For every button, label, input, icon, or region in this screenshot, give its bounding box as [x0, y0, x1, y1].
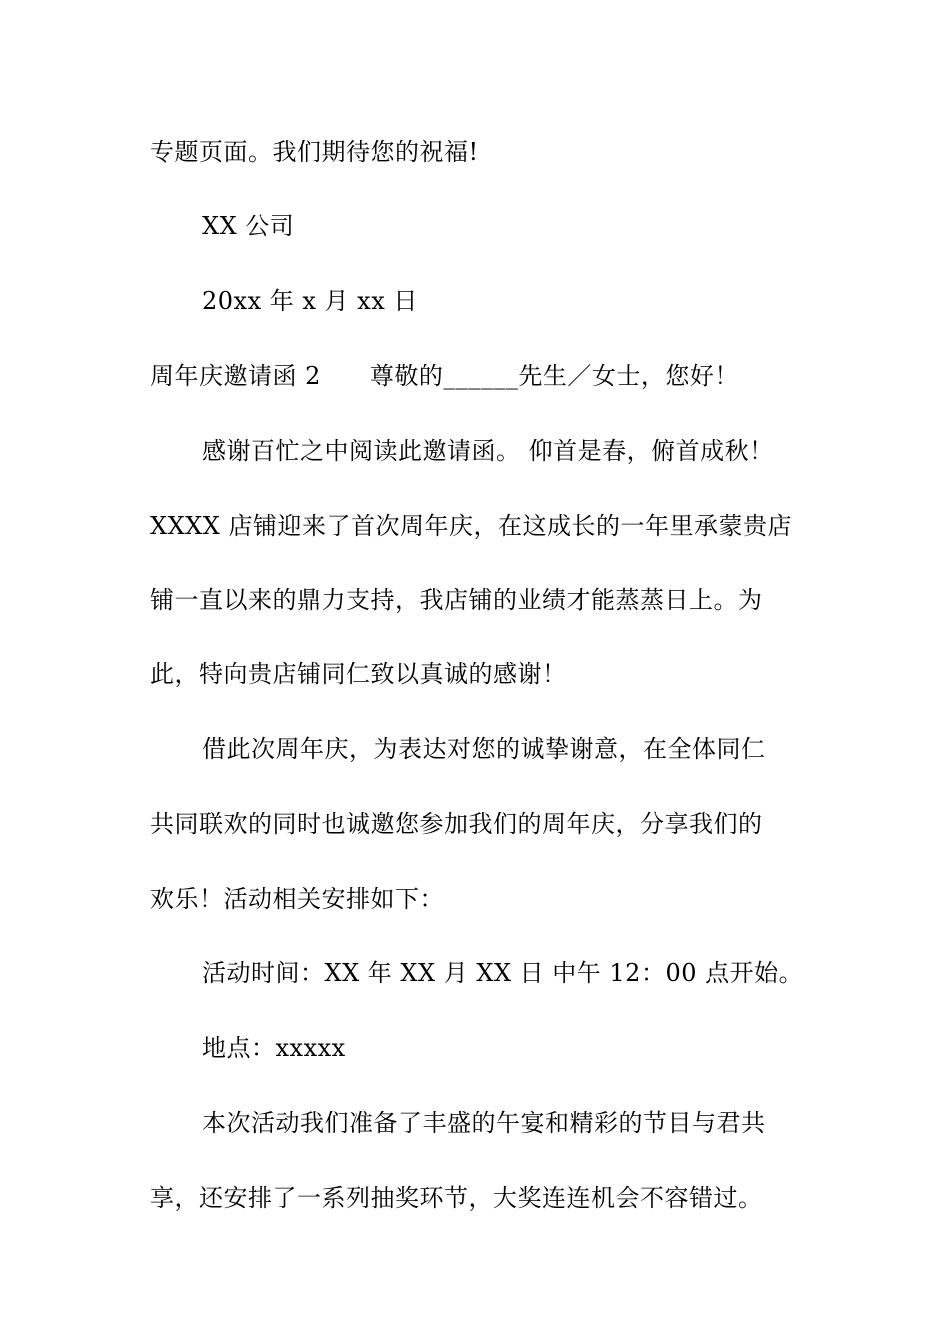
- paragraph-line: 铺一直以来的鼎力支持，我店铺的业绩才能蒸蒸日上。为: [150, 586, 763, 614]
- paragraph-line: 欢乐！活动相关安排如下：: [150, 885, 444, 913]
- event-time: 活动时间：XX 年 XX 月 XX 日 中午 12：00 点开始。: [202, 959, 804, 987]
- section-heading-greeting: 周年庆邀请函 2 尊敬的______先生／女士，您好！: [150, 362, 739, 390]
- paragraph-line: 此，特向贵店铺同仁致以真诚的感谢！: [150, 660, 567, 688]
- paragraph-line: 共同联欢的同时也诚邀您参加我们的周年庆，分享我们的: [150, 810, 763, 838]
- signature-company: XX 公司: [202, 212, 295, 240]
- event-location: 地点：xxxxx: [202, 1034, 346, 1062]
- paragraph-line: XXXX 店铺迎来了首次周年庆，在这成长的一年里承蒙贵店: [150, 512, 792, 540]
- paragraph-line: 享，还安排了一系列抽奖环节，大奖连连机会不容错过。: [150, 1184, 763, 1212]
- paragraph-line: 借此次周年庆，为表达对您的诚挚谢意，在全体同仁: [202, 735, 766, 763]
- closing-sentence: 专题页面。我们期待您的祝福!: [150, 138, 479, 166]
- paragraph-line: 本次活动我们准备了丰盛的午宴和精彩的节目与君共: [202, 1109, 766, 1137]
- paragraph-line: 感谢百忙之中阅读此邀请函。 仰首是春，俯首成秋！: [202, 437, 774, 465]
- signature-date: 20xx 年 x 月 xx 日: [202, 287, 418, 315]
